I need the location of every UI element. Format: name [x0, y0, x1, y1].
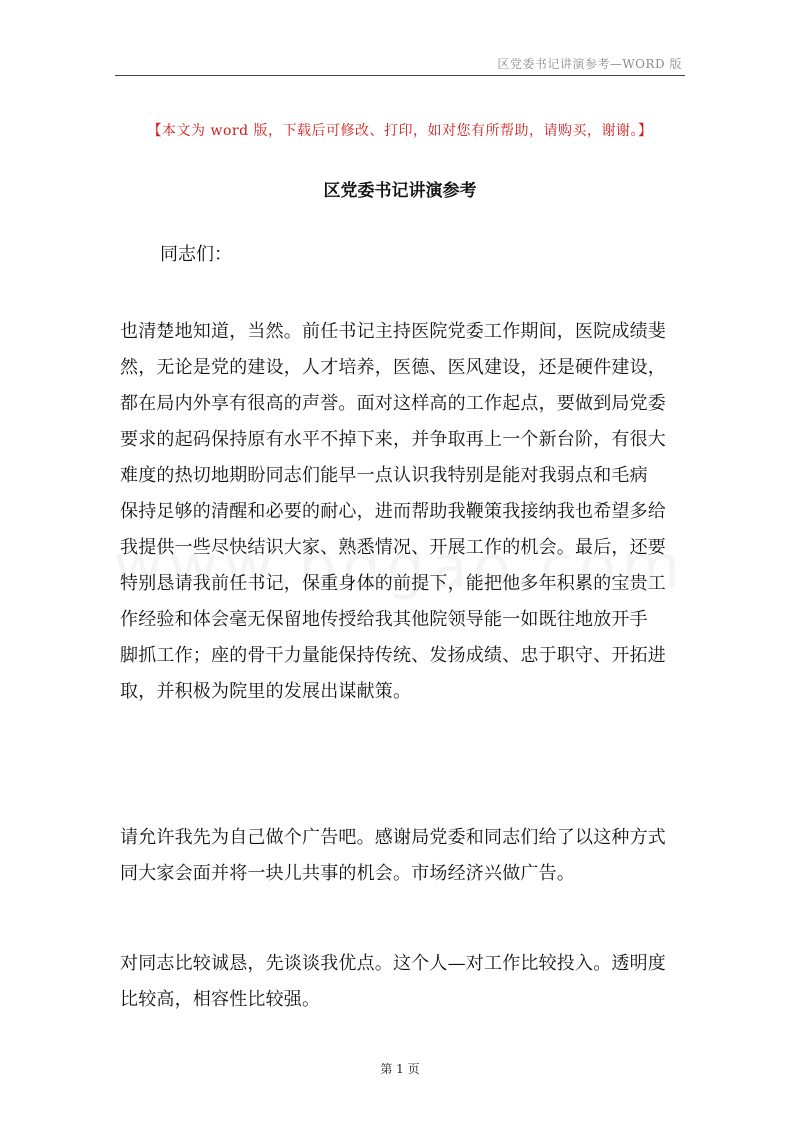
paragraph-3: 对同志比较诚恳，先谈谈我优点。这个人—对工作比较投入。透明度 比较高，相容性比较强。: [120, 953, 666, 1010]
document-title: 区党委书记讲演参考: [323, 181, 477, 201]
salutation: 同志们：: [160, 244, 232, 265]
paragraph-2: 请允许我先为自己做个广告吧。感谢局党委和同志们给了以这种方式 同大家会面并将一块儿共事的机会。市场经济兴做广告。: [120, 827, 666, 884]
paragraph-1: 也清楚地知道，当然。前任书记主持医院党委工作期间，医院成绩斐 然，无论是党的建设，人才培养，医德、医风建设，还是硬件建设， 都在局内外享有很高的声誉。面对这样高的工作起点，要做到局党委 要求的起码保持原有水平不掉下来，并争取再上一个新台阶，有很大 难度的热切地期盼同志们能早一点认识我特别是能对我弱点和毛病 保持足够的清醒和必要的耐心，进而帮助我鞭策我接纳我也希望多给 我提供一些尽快结识大家、熟悉情况、开展工作的机会。最后，还要 特别恳请我前任书记，保重身体的前提下，能把他多年积累的宝贵工 作经验和体会毫无保留地传授给我其他院领导能一如既往地放开手 脚抓工作；座的骨干力量能保持传统、发扬成绩、忠于职守、开拓进 取，并积极为院里的发展出谋献策。: [120, 321, 666, 702]
download-notice: 【本文为 word 版，下载后可修改、打印，如对您有所帮助，请购买，谢谢。】: [147, 123, 653, 139]
running-header: 区党委书记讲演参考—WORD 版: [497, 57, 682, 71]
page-number: 第 1 页: [380, 1062, 420, 1076]
header-divider: [115, 75, 685, 76]
